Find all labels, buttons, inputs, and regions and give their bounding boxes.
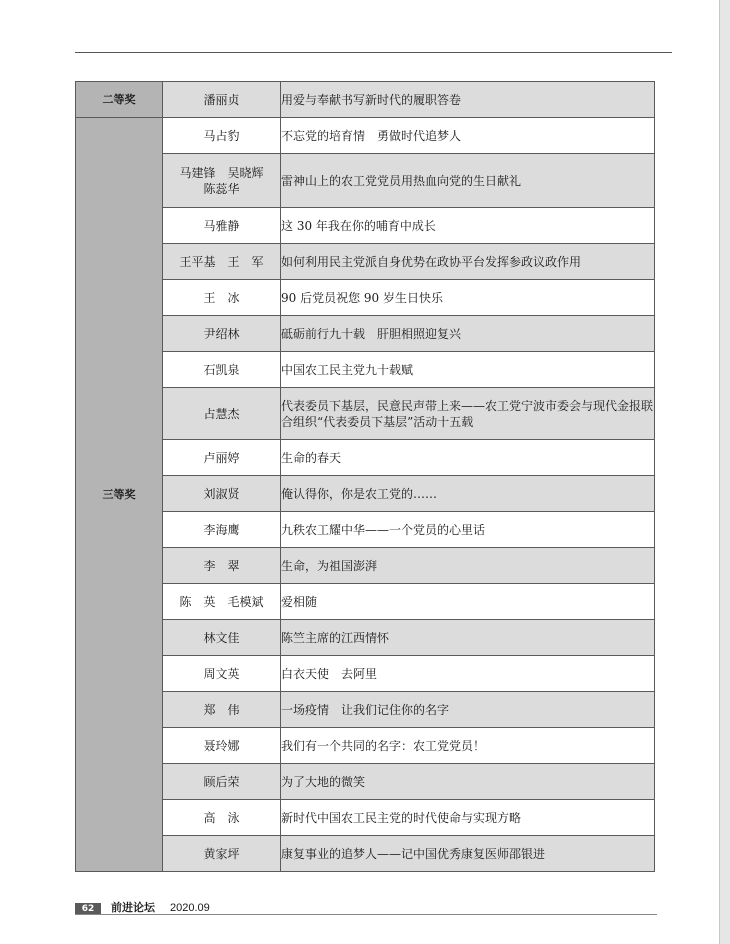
author-name: 马占豹 (163, 118, 281, 154)
table-row (76, 692, 655, 728)
table-row (76, 836, 655, 872)
author-name: 黄家坪 (163, 836, 281, 872)
table-row (76, 208, 655, 244)
work-title: 生命，为祖国澎湃 (281, 548, 655, 584)
award-table (75, 81, 655, 872)
table-row (76, 118, 655, 154)
author-name: 马雅静 (163, 208, 281, 244)
author-name: 李 翠 (163, 548, 281, 584)
work-title: 90 后党员祝您 90 岁生日快乐 (281, 280, 655, 316)
author-name: 顾后荣 (163, 764, 281, 800)
work-title: 我们有一个共同的名字：农工党党员！ (281, 728, 655, 764)
author-name: 刘淑贤 (163, 476, 281, 512)
table-row (76, 620, 655, 656)
award-category: 二等奖 (76, 82, 163, 118)
table-row (76, 584, 655, 620)
author-name: 王平基 王 军 (163, 244, 281, 280)
issue-date: 2020.09 (170, 902, 210, 914)
work-title: 俺认得你，你是农工党的…… (281, 476, 655, 512)
author-name: 石凯泉 (163, 352, 281, 388)
author-name: 卢丽婷 (163, 440, 281, 476)
page-number: 62 (75, 903, 101, 915)
author-name: 王 冰 (163, 280, 281, 316)
work-title: 陈竺主席的江西情怀 (281, 620, 655, 656)
table-row (76, 800, 655, 836)
work-title: 新时代中国农工民主党的时代使命与实现方略 (281, 800, 655, 836)
work-title: 为了大地的微笑 (281, 764, 655, 800)
work-title: 不忘党的培育情 勇做时代追梦人 (281, 118, 655, 154)
table-row (76, 764, 655, 800)
author-name: 马建锋 吴晓辉 陈蕊华 (163, 154, 281, 208)
work-title: 用爱与奉献书写新时代的履职答卷 (281, 82, 655, 118)
table-row (76, 154, 655, 208)
table-row (76, 352, 655, 388)
work-title: 这 30 年我在你的哺育中成长 (281, 208, 655, 244)
table-row (76, 244, 655, 280)
table-row (76, 728, 655, 764)
table-row (76, 388, 655, 440)
work-title: 九秩农工耀中华——一个党员的心里话 (281, 512, 655, 548)
work-title: 爱相随 (281, 584, 655, 620)
work-title: 如何利用民主党派自身优势在政协平台发挥参政议政作用 (281, 244, 655, 280)
award-category: 三等奖 (76, 118, 163, 872)
table-row (76, 316, 655, 352)
author-name: 林文佳 (163, 620, 281, 656)
table-row (76, 548, 655, 584)
author-name: 聂玲娜 (163, 728, 281, 764)
author-name: 郑 伟 (163, 692, 281, 728)
work-title: 中国农工民主党九十载赋 (281, 352, 655, 388)
work-title: 雷神山上的农工党党员用热血向党的生日献礼 (281, 154, 655, 208)
table-row (76, 280, 655, 316)
work-title: 砥砺前行九十载 肝胆相照迎复兴 (281, 316, 655, 352)
author-name: 陈 英 毛模斌 (163, 584, 281, 620)
author-name: 潘丽贞 (163, 82, 281, 118)
table-row (76, 476, 655, 512)
award-table-body (76, 82, 655, 872)
work-title: 白衣天使 去阿里 (281, 656, 655, 692)
work-title: 一场疫情 让我们记住你的名字 (281, 692, 655, 728)
table-row (76, 440, 655, 476)
work-title: 生命的春天 (281, 440, 655, 476)
table-row (76, 512, 655, 548)
journal-name: 前进论坛 (111, 901, 155, 914)
table-row (76, 82, 655, 118)
author-name: 高 泳 (163, 800, 281, 836)
author-name: 占慧杰 (163, 388, 281, 440)
author-name: 尹绍林 (163, 316, 281, 352)
header-rule (75, 52, 672, 53)
footer-rule (75, 914, 657, 915)
author-name: 李海鹰 (163, 512, 281, 548)
work-title: 康复事业的追梦人——记中国优秀康复医师邵银进 (281, 836, 655, 872)
work-title: 代表委员下基层，民意民声带上来——农工党宁波市委会与现代金报联合组织“代表委员下基层”活动十五载 (281, 388, 655, 440)
author-name: 周文英 (163, 656, 281, 692)
table-row (76, 656, 655, 692)
